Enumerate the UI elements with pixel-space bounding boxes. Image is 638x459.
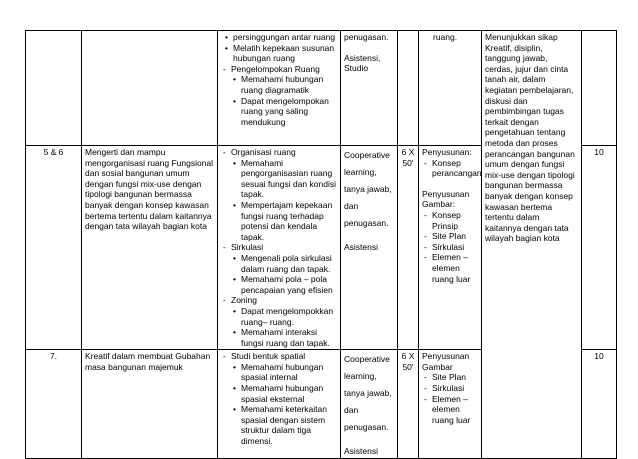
material-topic bbox=[231, 147, 337, 242]
method-cell bbox=[341, 350, 398, 459]
competency-cell bbox=[82, 31, 218, 146]
material-topic bbox=[231, 64, 337, 128]
row-number-cell: 7. bbox=[26, 350, 82, 459]
material-topic bbox=[231, 295, 337, 348]
method-text: Cooperative learning, tanya jawab, dan penugasan. bbox=[344, 150, 392, 228]
task-item: - Elemen – elemen ruang luar bbox=[432, 394, 478, 426]
task-item: - Konsep perancangan bbox=[432, 158, 478, 179]
material-cell bbox=[218, 350, 341, 459]
method-text: penugasan. bbox=[344, 32, 389, 42]
method-cell bbox=[341, 146, 398, 350]
material-topic bbox=[231, 242, 337, 295]
material-topics bbox=[221, 147, 337, 348]
material-topic bbox=[231, 351, 337, 446]
material-bullet: • Memahami hubungan spasial internal bbox=[241, 362, 337, 383]
method-text: Asistensi bbox=[344, 446, 379, 457]
time-cell bbox=[398, 31, 419, 146]
task-item: - Elemen – elemen ruang luar bbox=[432, 252, 478, 284]
material-bullet: • Memahami pola – pola pencapaian yang efisien bbox=[241, 274, 337, 295]
material-topic-label: Pengelompokan Ruang bbox=[231, 63, 320, 74]
material-topic-label: Studi bentuk spatial bbox=[231, 351, 306, 362]
material-cell bbox=[218, 31, 341, 146]
task-item: - Konsep Prinsip bbox=[432, 210, 478, 231]
competency-cell: Mengerti dan mampu mengorganisasi ruang Fungsional dan sosial bangunan umum dengan fungsi mix-use dengan tipologi bangunan bermassa banyak dengan konsep kawasan bertema tertentu dalam kaitannya dengan tata wilayah bagian kota bbox=[82, 146, 218, 350]
material-bullets bbox=[221, 32, 337, 64]
material-topics bbox=[221, 64, 337, 128]
task-item: - Site Plan bbox=[432, 231, 478, 242]
indicator-cell: Menunjukkan sikap Kreatif, disiplin, tanggung jawab, cerdas, jujur dan cinta tanah air, dalam kegiatan pembelajaran, diskusi dan pembimbingan tugas terkait dengan pengetahuan tentang metoda dan proses perancangan bangunan umum dengan fungsi mix-use dengan tipologi bangunan bermassa banyak dengan konsep kawasan bertema tertentu dalam kaitannya dengan tata wilayah bagian kota bbox=[482, 31, 582, 459]
task-intro: Penyusunan Gambar: bbox=[422, 188, 470, 210]
task-cell bbox=[419, 31, 482, 146]
score-cell bbox=[582, 31, 617, 146]
task-cell bbox=[419, 350, 482, 459]
score-cell: 10 bbox=[582, 146, 617, 350]
row-number-cell: 5 & 6 bbox=[26, 146, 82, 350]
material-cell bbox=[218, 146, 341, 350]
material-bullet: • Memahami keterkaitan spasial dengan sistem struktur dalam tiga dimensi. bbox=[241, 404, 337, 446]
row-number-cell bbox=[26, 31, 82, 146]
method-text: Asistensi, Studio bbox=[344, 52, 381, 74]
task-intro: Penyusunan: bbox=[422, 147, 472, 157]
task-cell bbox=[419, 146, 482, 350]
material-bullet: • Memahami hubungan ruang diagramatik bbox=[241, 74, 337, 95]
task-item: ruang. bbox=[433, 32, 458, 42]
time-cell: 6 X 50' bbox=[398, 350, 419, 459]
material-topic-label: Organisasi ruang bbox=[231, 147, 296, 157]
material-topic-label: Sirkulasi bbox=[231, 242, 264, 253]
method-text: Cooperative learning, tanya jawab, dan penugasan. bbox=[344, 354, 392, 433]
time-cell: 6 X 50' bbox=[398, 146, 419, 350]
table-row bbox=[26, 31, 617, 146]
task-intro: Penyusunan Gambar bbox=[422, 351, 470, 372]
competency-cell: Kreatif dalam membuat Gubahan masa bangunan majemuk bbox=[82, 350, 218, 459]
method-text: Asistensi bbox=[344, 242, 379, 252]
material-bullet: • Memahami hubungan spasial eksternal bbox=[241, 383, 337, 404]
material-bullet: • Dapat mengelompokan ruang yang saling mendukung bbox=[241, 96, 337, 128]
method-cell bbox=[341, 31, 398, 146]
material-bullet: • Memahami interaksi fungsi ruang dan tapak. bbox=[241, 327, 337, 348]
material-bullet: • Mengenali pola sirkulasi dalam ruang dan tapak. bbox=[241, 253, 337, 274]
material-topic-label: Zoning bbox=[231, 295, 257, 306]
material-bullet: • Melatih kepekaan susunan hubungan ruang bbox=[233, 43, 337, 64]
material-bullet: • Mempertajam kepekaan fungsi ruang terhadap potensi dan kendala tapak. bbox=[241, 200, 337, 242]
score-cell: 10 bbox=[582, 350, 617, 459]
course-plan-table bbox=[25, 30, 617, 459]
task-item: - Site Plan bbox=[432, 372, 478, 383]
task-item: - Sirkulasi bbox=[432, 383, 478, 394]
task-item: - Sirkulasi bbox=[432, 242, 478, 253]
material-bullet: • persinggungan antar ruang bbox=[233, 32, 337, 43]
material-bullet: • Memahami pengorganisasian ruang sesuai fungsi dan kondisi tapak. bbox=[241, 158, 337, 200]
material-bullet: • Dapat mengelompokkan ruang– ruang. bbox=[241, 306, 337, 327]
material-topics bbox=[221, 351, 337, 446]
